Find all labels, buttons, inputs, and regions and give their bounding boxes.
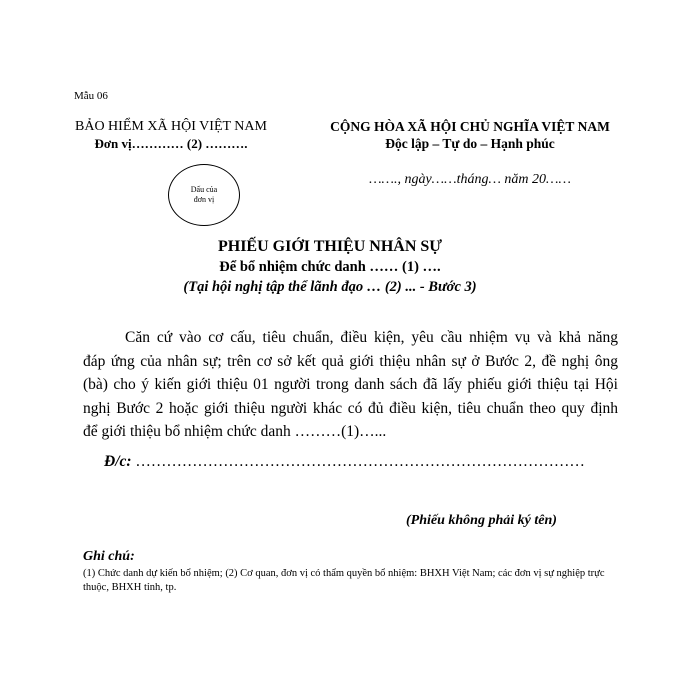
date-line: ……., ngày……tháng… năm 20…… (369, 172, 571, 187)
no-sign-note: (Phiếu không phải ký tên) (406, 513, 557, 528)
body-line-5: để giới thiệu bổ nhiệm chức danh ………(1)…... (83, 423, 387, 440)
header-right (320, 119, 620, 152)
unit-line: Đơn vị………… (2) ………. (94, 136, 248, 151)
body-line-4: nghị Bước 2 hoặc giới thiệu người khác có đủ điều kiện, tiêu chuẩn theo quy định (83, 399, 618, 417)
stamp-circle (168, 164, 240, 226)
body-line-1: Căn cứ vào cơ cấu, tiêu chuẩn, điều kiện, yêu cầu nhiệm vụ và khả năng (125, 329, 618, 346)
page-title: PHIẾU GIỚI THIỆU NHÂN SỰ (217, 238, 443, 255)
body-paragraph (83, 326, 618, 444)
form-code: Mẫu 06 (74, 90, 108, 102)
address-dots: …………………………………………………………………………… (135, 453, 585, 470)
nation-motto: Độc lập – Tự do – Hạnh phúc (385, 136, 555, 151)
title-subtitle-step: (Tại hội nghị tập thể lãnh đạo … (2) ... - Bước 3) (183, 279, 477, 295)
nation-name: CỘNG HÒA XÃ HỘI CHỦ NGHĨA VIỆT NAM (330, 119, 610, 134)
body-line-3: (bà) cho ý kiến giới thiệu 01 người trong danh sách đã lấy phiếu giới thiệu tại Hội (83, 376, 618, 393)
title-subtitle: Để bổ nhiệm chức danh …… (1) …. (219, 259, 441, 275)
stamp-line1: Dấu của (190, 185, 218, 194)
address-label: Đ/c: (104, 453, 132, 470)
organization-name: BẢO HIỂM XÃ HỘI VIỆT NAM (75, 119, 267, 134)
address-line (104, 453, 585, 471)
body-line-2: đáp ứng của nhân sự; trên cơ sở kết quả giới thiệu nhân sự ở Bước 2, đề nghị ông (83, 352, 618, 370)
title-block (80, 238, 580, 296)
header-left (60, 119, 282, 152)
notes-title: Ghi chú: (83, 549, 135, 564)
notes-text: (1) Chức danh dự kiến bổ nhiệm; (2) Cơ quan, đơn vị có thẩm quyền bổ nhiệm: BHXH Việt Nam; các đơn vị sự nghiệp trực thuộc, BHXH tỉnh, tp. (83, 568, 605, 593)
stamp-line2: đơn vị (193, 195, 215, 204)
